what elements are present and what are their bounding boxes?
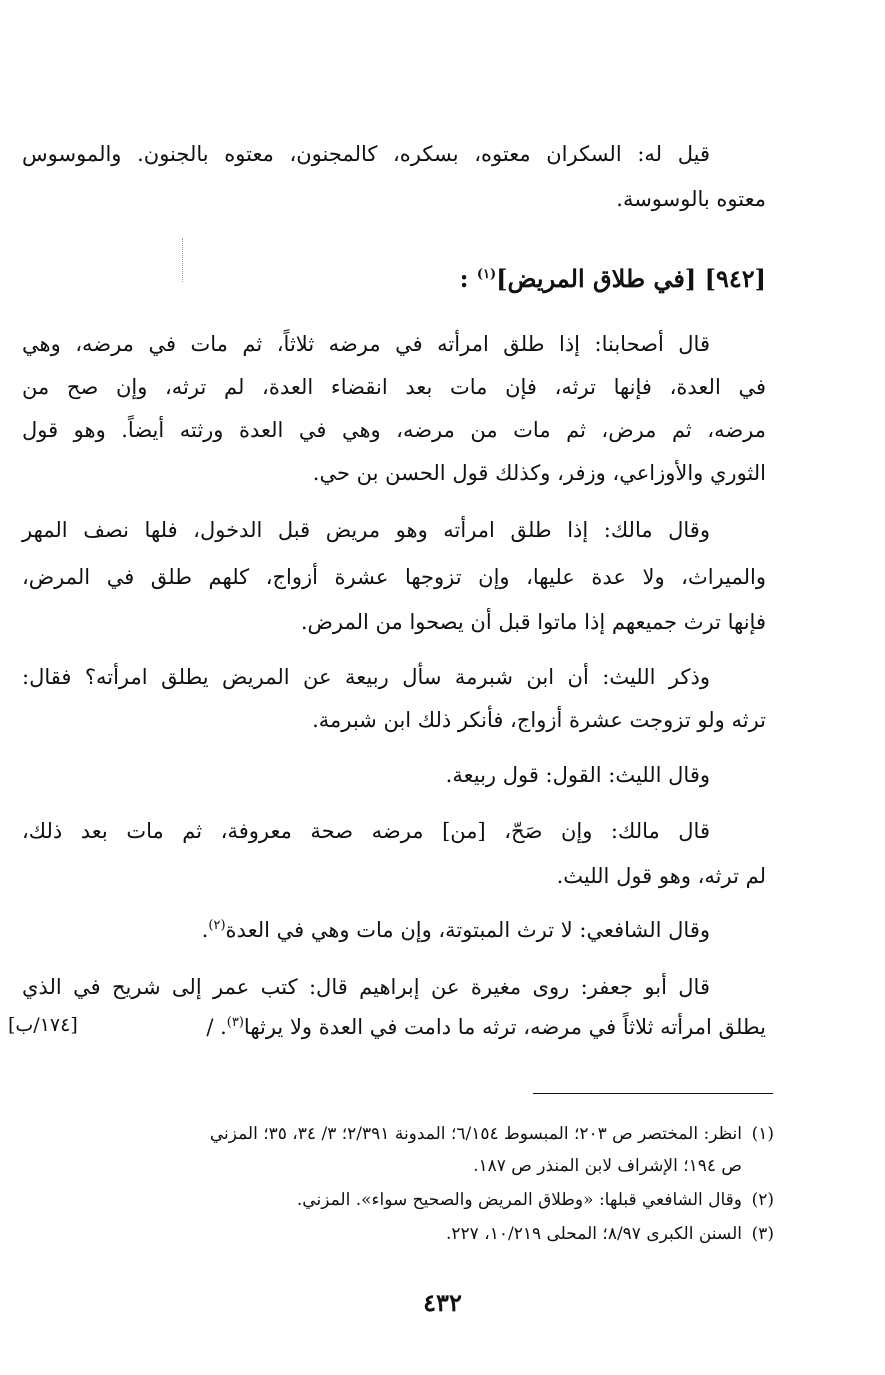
text-line: وذكر الليث: أن ابن شبرمة سأل ربيعة عن المريض يطلق امرأته؟ فقال:: [22, 665, 710, 689]
text-line: معتوه بالوسوسة.: [616, 187, 766, 211]
footnote-2: [22, 1186, 774, 1214]
heading-title: [٩٤٢] [في طلاق المريض]: [496, 264, 766, 293]
text-line: والميراث، ولا عدة عليها، وإن تزوجها عشرة أزواج، كلهم طلق في المرض،: [22, 565, 766, 589]
footnote-number: (٣): [751, 1224, 774, 1244]
text-line: لم ترثه، وهو قول الليث.: [556, 864, 766, 888]
text-span: .: [201, 918, 209, 942]
text-span: وقال الشافعي: لا ترث المبتوتة، وإن مات وهي في العدة: [225, 918, 710, 942]
footnote-number: (٢): [751, 1190, 774, 1210]
footnote-1: [22, 1120, 774, 1148]
footnote-1-cont: ص ١٩٤؛ الإشراف لابن المنذر ص ١٨٧.: [473, 1156, 742, 1176]
text-span: . /: [206, 1015, 227, 1039]
footnote-divider: [533, 1093, 773, 1094]
text-line: فإنها ترث جميعهم إذا ماتوا قبل أن يصحوا من المرض.: [300, 610, 766, 634]
section-heading: [22, 262, 766, 296]
text-line: قيل له: السكران معتوه، بسكره، كالمجنون، معتوه بالجنون. والموسوس: [22, 142, 710, 166]
text-line: ترثه ولو تزوجت عشرة أزواج، فأنكر ذلك ابن شبرمة.: [312, 708, 766, 732]
text-line: قال أبو جعفر: روى مغيرة عن إبراهيم قال: كتب عمر إلى شريح في الذي: [22, 975, 710, 999]
text-line: [22, 913, 710, 947]
text-line: قال أصحابنا: إذا طلق امرأته في مرضه ثلاثاً، ثم مات في مرضه، وهي: [22, 332, 710, 356]
text-line: وقال الليث: القول: قول ربيعة.: [445, 763, 710, 787]
text-line: الثوري والأوزاعي، وزفر، وكذلك قول الحسن بن حي.: [312, 461, 766, 485]
footnote-text: وقال الشافعي قبلها: «وطلاق المريض والصحيح سواء». المزني.: [296, 1190, 742, 1210]
text-line: وقال مالك: إذا طلق امرأته وهو مريض قبل الدخول، فلها نصف المهر: [22, 518, 710, 542]
margin-folio-note: [١٧٤/ب]: [8, 1014, 78, 1036]
heading-suffix: :: [459, 264, 477, 293]
page-number: ٤٣٢: [423, 1288, 462, 1317]
footnote-marker: (١): [476, 267, 497, 282]
footnote-text: السنن الكبرى ٨/٩٧؛ المحلى ١٠/٢١٩، ٢٢٧.: [446, 1224, 742, 1244]
text-line: مرضه، ثم مرض، ثم مات من مرضه، وهي في العدة ورثته أيضاً. وهو قول: [22, 418, 766, 442]
footnote-marker: (٢): [208, 918, 226, 933]
text-line: [22, 1010, 766, 1044]
text-line: في العدة، فإنها ترثه، فإن مات بعد انقضاء العدة، لم ترثه، وإن صح من: [22, 375, 766, 399]
footnote-number: (١): [751, 1124, 774, 1144]
footnote-marker: (٣): [226, 1015, 244, 1030]
footnote-text: انظر: المختصر ص ٢٠٣؛ المبسوط ٦/١٥٤؛ المدونة ٢/٣٩١؛ ٣/ ٣٤، ٣٥؛ المزني: [209, 1124, 742, 1144]
text-span: يطلق امرأته ثلاثاً في مرضه، ترثه ما دامت في العدة ولا يرثها: [243, 1015, 766, 1039]
footnote-3: [22, 1220, 774, 1248]
text-line: قال مالك: وإن صَحّ، [من] مرضه صحة معروفة، ثم مات بعد ذلك،: [22, 819, 710, 843]
